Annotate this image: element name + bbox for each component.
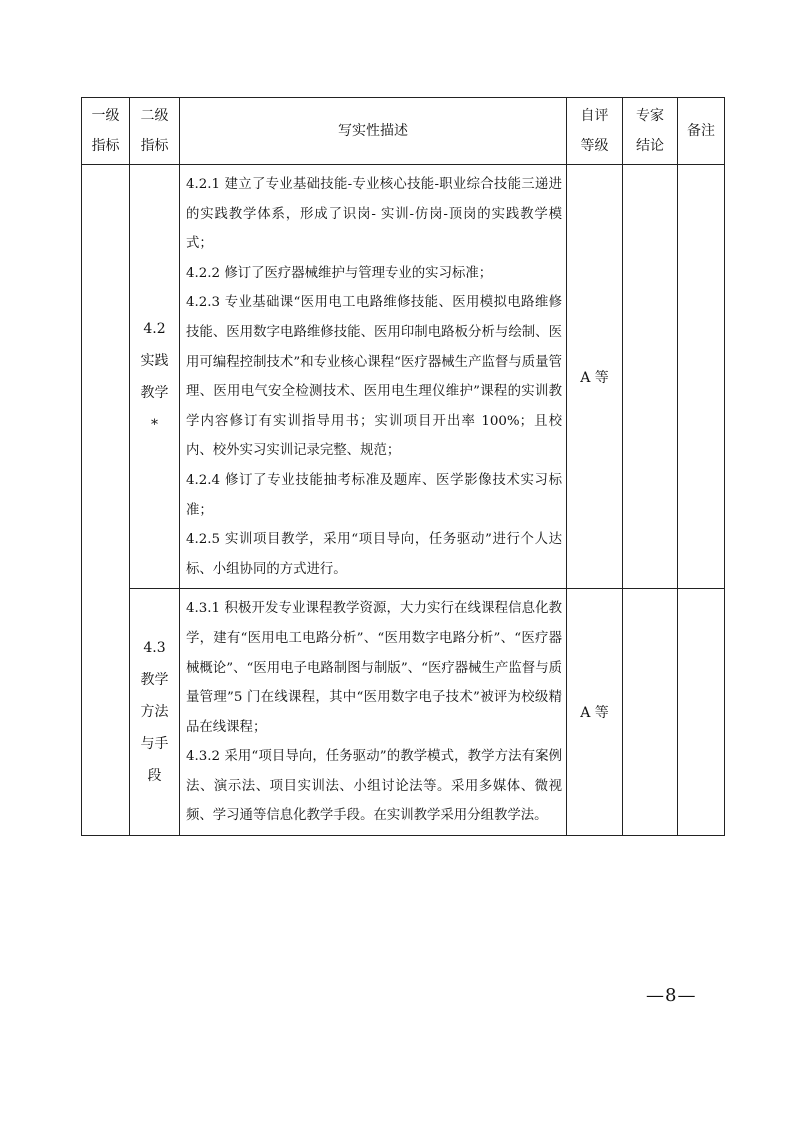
description-cell bbox=[180, 165, 567, 589]
header-self-grade: 自评 等级 bbox=[567, 98, 623, 165]
remarks-cell bbox=[678, 589, 725, 836]
description-paragraph: 4.2.5 实训项目教学，采用“项目导向，任务驱动”进行个人达标、小组协同的方式进行。 bbox=[186, 532, 562, 577]
description-paragraph: 4.2.3 专业基础课“医用电工电路维修技能、医用模拟电路维修技能、医用数字电路维修技能、医用印制电路板分析与绘制、医用可编程控制技术”和专业核心课程“医疗器械生产监督与质量管理、医用电气安全检测技术、医用电生理仪维护”课程的实训教学内容修订有实训指导用书；实训项目开出率 100%；且校内、校外实习实训记录完整、规范； bbox=[186, 295, 562, 459]
description-paragraph: 4.2.4 修订了专业技能抽考标准及题库、医学影像技术实习标准； bbox=[186, 472, 562, 518]
table-row bbox=[82, 589, 725, 836]
description-paragraph: 4.2.2 修订了医疗器械维护与管理专业的实习标准； bbox=[186, 265, 493, 281]
evaluation-table bbox=[81, 97, 725, 836]
header-remarks: 备注 bbox=[678, 98, 725, 165]
header-level2: 二级 指标 bbox=[130, 98, 180, 165]
page-number: —8— bbox=[646, 985, 697, 1006]
self-grade-cell: A 等 bbox=[567, 165, 623, 589]
self-grade-cell: A 等 bbox=[567, 589, 623, 836]
description-paragraph: 4.2.1 建立了专业基础技能-专业核心技能-职业综合技能三递进的实践教学体系，形成了识岗- 实训-仿岗-顶岗的实践教学模式； bbox=[186, 177, 562, 252]
level2-cell: 4.3 教学 方法 与手 段 bbox=[130, 589, 180, 836]
header-expert-conclusion: 专家 结论 bbox=[623, 98, 678, 165]
header-level1: 一级 指标 bbox=[82, 98, 130, 165]
description-paragraph: 4.3.1 积极开发专业课程教学资源，大力实行在线课程信息化教学，建有“医用电工电路分析”、“医用数字电路分析”、“医疗器械概论”、“医用电子电路制图与制版”、“医疗器械生产监督与质量管理”5 门在线课程，其中“医用数字电子技术”被评为校级精品在线课程； bbox=[186, 601, 562, 735]
header-row bbox=[82, 98, 725, 165]
remarks-cell bbox=[678, 165, 725, 589]
description-paragraph: 4.3.2 采用“项目导向，任务驱动”的教学模式，教学方法有案例法、演示法、项目实训法、小组讨论法等。采用多媒体、微视频、学习通等信息化教学手段。在实训教学采用分组教学法。 bbox=[186, 749, 562, 824]
table-row bbox=[82, 165, 725, 589]
expert-conclusion-cell bbox=[623, 589, 678, 836]
expert-conclusion-cell bbox=[623, 165, 678, 589]
header-description: 写实性描述 bbox=[180, 98, 567, 165]
description-cell bbox=[180, 589, 567, 836]
level1-cell bbox=[82, 165, 130, 836]
level2-cell: 4.2 实践 教学 * bbox=[130, 165, 180, 589]
